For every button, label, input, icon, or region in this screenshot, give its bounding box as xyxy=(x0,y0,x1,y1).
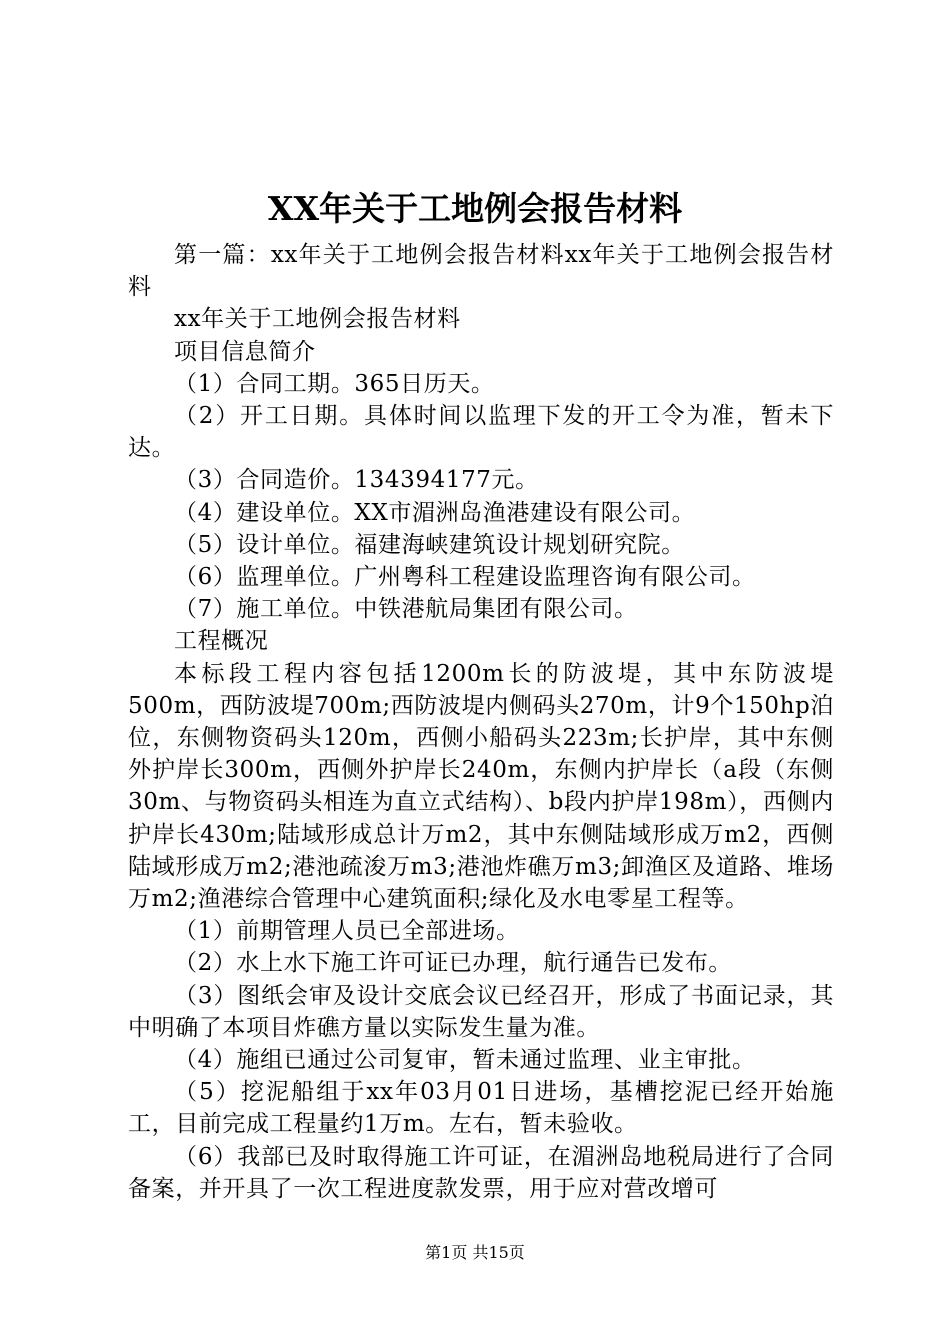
paragraph: 第一篇：xx年关于工地例会报告材料xx年关于工地例会报告材料 xyxy=(128,242,834,301)
page-footer: 第1页 共15页 xyxy=(425,1243,525,1262)
paragraph: （4）建设单位。XX市湄洲岛渔港建设有限公司。 xyxy=(174,499,696,526)
paragraph: （6）我部已及时取得施工许可证，在湄洲岛地税局进行了合同备案，并开具了一次工程进度款发票，用于应对营改增可 xyxy=(128,1143,834,1202)
document-title: XX年关于工地例会报告材料 xyxy=(267,189,683,228)
paragraph: 工程概况 xyxy=(174,628,269,655)
paragraph: （1）前期管理人员已全部进场。 xyxy=(174,918,520,945)
paragraph: （7）施工单位。中铁港航局集团有限公司。 xyxy=(174,596,638,623)
paragraph: xx年关于工地例会报告材料 xyxy=(174,306,461,333)
document-body xyxy=(128,239,834,1205)
paragraph: （4）施组已通过公司复审，暂未通过监理、业主审批。 xyxy=(174,1047,756,1074)
paragraph: （6）监理单位。广州粤科工程建设监理咨询有限公司。 xyxy=(174,564,756,591)
paragraph: （3）合同造价。134394177元。 xyxy=(174,467,539,494)
paragraph: （5）挖泥船组于xx年03月01日进场，基槽挖泥已经开始施工，目前完成工程量约1万m。左右，暂未验收。 xyxy=(128,1079,834,1138)
paragraph: （5）设计单位。福建海峡建筑设计规划研究院。 xyxy=(174,531,685,558)
paragraph: （2）水上水下施工许可证已办理，航行通告已发布。 xyxy=(174,950,733,977)
paragraph: （3）图纸会审及设计交底会议已经召开，形成了书面记录，其中明确了本项目炸礁方量以实际发生量为准。 xyxy=(128,982,834,1041)
paragraph: 项目信息简介 xyxy=(174,338,316,365)
paragraph: （1）合同工期。365日历天。 xyxy=(174,370,495,397)
paragraph: （2）开工日期。具体时间以监理下发的开工令为准，暂未下达。 xyxy=(128,403,834,462)
paragraph: 本标段工程内容包括1200m长的防波堤，其中东防波堤500m，西防波堤700m;西防波堤内侧码头270m，计9个150hp泊位，东侧物资码头120m，西侧小船码头223m;长护岸，其中东侧外护岸长300m，西侧外护岸长240m，东侧内护岸长（a段（东侧30m、与物资码头相连为直立式结构）、b段内护岸198m），西侧内护岸长430m;陆域形成总计万m2，其中东侧陆域形成万m2，西侧陆域形成万m2;港池疏浚万m3;港池炸礁万m3;卸渔区及道路、堆场万m2;渔港综合管理中心建筑面积;绿化及水电零星工程等。 xyxy=(128,660,834,913)
